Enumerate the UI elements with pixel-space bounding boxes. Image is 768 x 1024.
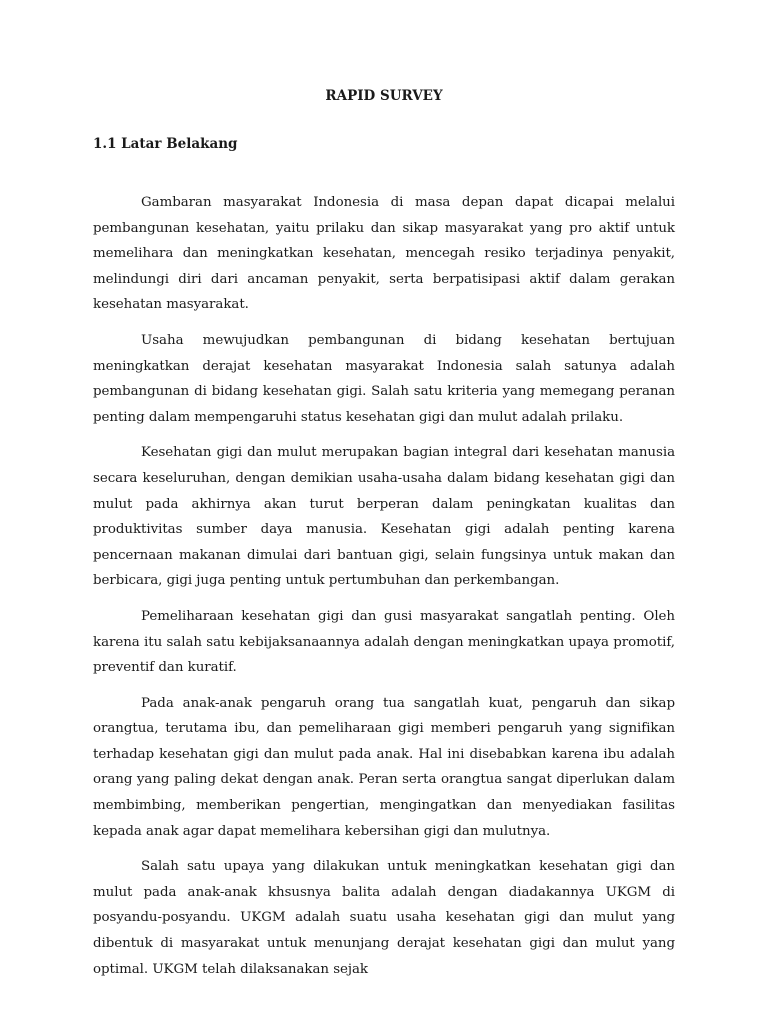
section-heading: 1.1 Latar Belakang (93, 136, 238, 152)
paragraph-1: Gambaran masyarakat Indonesia di masa depan dapat dicapai melalui pembangunan kesehatan, yaitu prilaku dan sikap masyarakat yang pro aktif untuk memelihara dan meningkatkan kesehatan, mencegah resiko terjadinya penyakit, melindungi diri dari ancaman penyakit, serta berpatisipasi aktif dalam gerakan kesehatan masyarakat. (93, 195, 675, 313)
paragraph-3: Kesehatan gigi dan mulut merupakan bagian integral dari kesehatan manusia secara keseluruhan, dengan demikian usaha-usaha dalam bidang kesehatan gigi dan mulut pada akhirnya akan turut berperan dalam peningkatan kualitas dan produktivitas sumber daya manusia. Kesehatan gigi adalah penting karena pencernaan makanan dimulai dari bantuan gigi, selain fungsinya untuk makan dan berbicara, gigi juga penting untuk pertumbuhan dan perkembangan. (93, 445, 675, 589)
paragraph-2: Usaha mewujudkan pembangunan di bidang kesehatan bertujuan meningkatkan derajat kesehatan masyarakat Indonesia salah satunya adalah pembangunan di bidang kesehatan gigi. Salah satu kriteria yang memegang peranan penting dalam mempengaruhi status kesehatan gigi dan mulut adalah prilaku. (93, 332, 675, 425)
document-title: RAPID SURVEY (325, 88, 443, 104)
paragraph-6: Salah satu upaya yang dilakukan untuk meningkatkan kesehatan gigi dan mulut pada anak-anak khsusnya balita adalah dengan diadakannya UKGM di posyandu-posyandu. UKGM adalah suatu usaha kesehatan gigi dan mulut yang dibentuk di masyarakat untuk menunjang derajat kesehatan gigi dan mulut yang optimal. UKGM telah dilaksanakan sejak (93, 859, 675, 977)
document-body (93, 86, 675, 992)
paragraph-5: Pada anak-anak pengaruh orang tua sangatlah kuat, pengaruh dan sikap orangtua, terutama ibu, dan pemeliharaan gigi memberi pengaruh yang signifikan terhadap kesehatan gigi dan mulut pada anak. Hal ini disebabkan karena ibu adalah orang yang paling dekat dengan anak. Peran serta orangtua sangat diperlukan dalam membimbing, memberikan pengertian, mengingatkan dan menyediakan fasilitas kepada anak agar dapat memelihara kebersihan gigi dan mulutnya. (93, 695, 675, 839)
paragraph-4: Pemeliharaan kesehatan gigi dan gusi masyarakat sangatlah penting. Oleh karena itu salah satu kebijaksanaannya adalah dengan meningkatkan upaya promotif, preventif dan kuratif. (93, 608, 675, 676)
